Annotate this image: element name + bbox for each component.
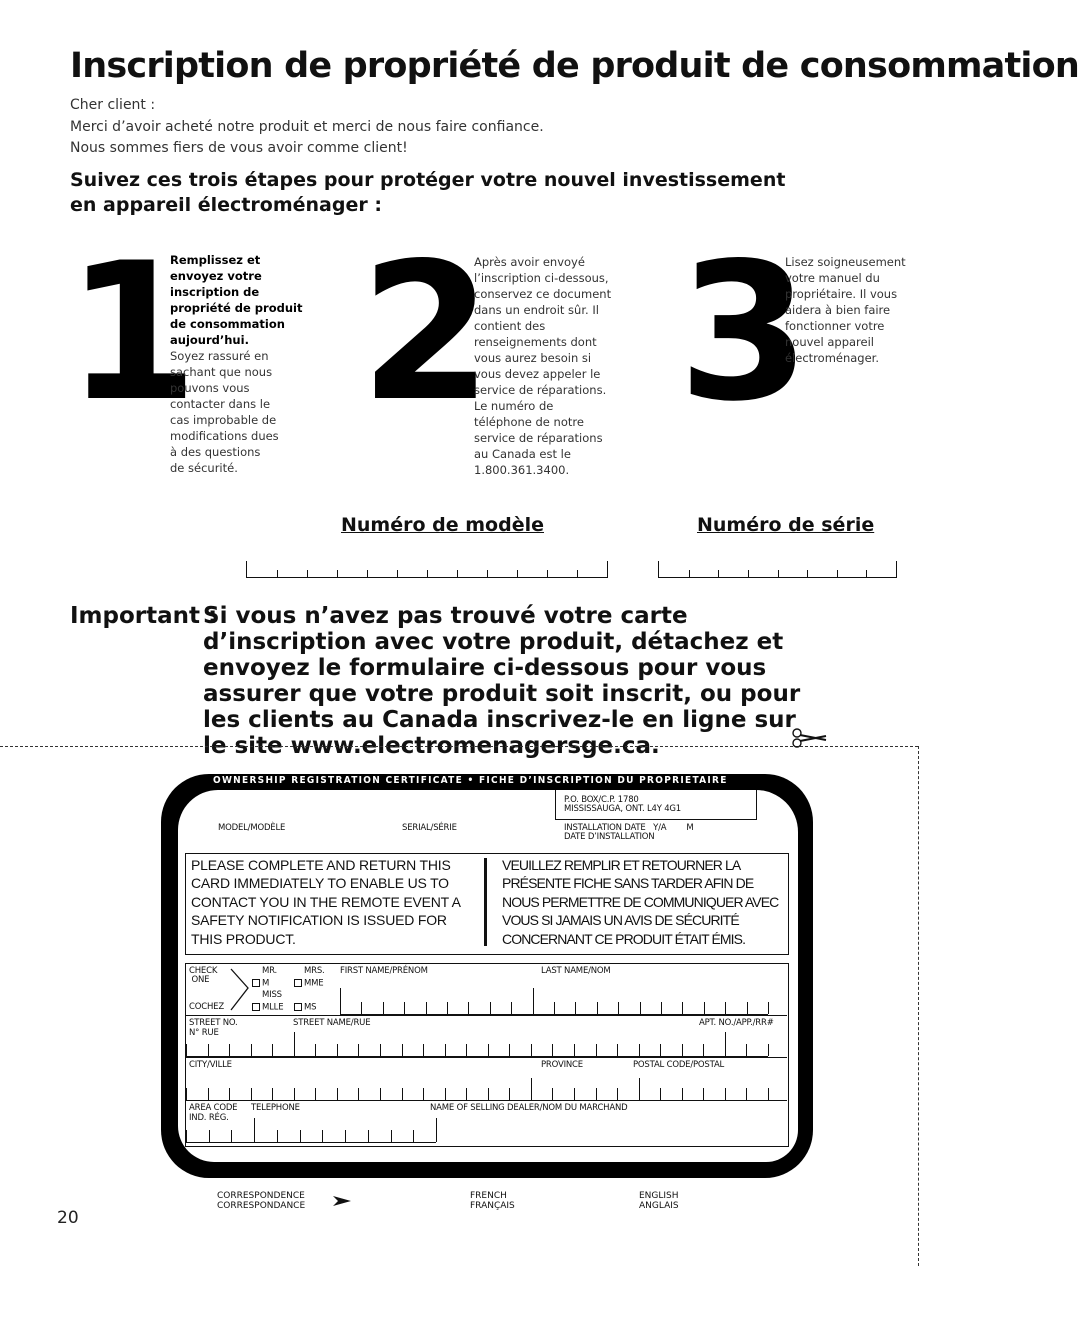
box-tick (689, 570, 690, 577)
notice-english: PLEASE COMPLETE AND RETURN THIS CARD IMMEDIATELY TO ENABLE US TO CONTACT YOU IN THE REMOTE EVENT A SAFETY NOTIFICATION IS ISSUED FOR THIS PRODUCT. (191, 857, 461, 947)
form-box-tick (488, 1088, 489, 1100)
form-box-tick (208, 1088, 209, 1100)
form-box-tick (229, 1044, 230, 1056)
title-mme-label: MME (304, 978, 324, 989)
form-box-tick (209, 1130, 210, 1142)
step-text-line: contient des (474, 319, 546, 333)
form-box-tick (368, 1130, 369, 1142)
form-box-tick (768, 1044, 769, 1056)
title-mme-option[interactable] (294, 979, 323, 989)
cochez-label: COCHEZ (189, 1002, 224, 1012)
province-label: PROVINCE (541, 1060, 583, 1070)
step-text-line: Lisez soigneusement (785, 255, 906, 269)
form-box-tick (300, 1130, 301, 1142)
form-box-tick (660, 1044, 661, 1056)
form-box-tick (380, 1088, 381, 1100)
form-box-tick (315, 1088, 316, 1100)
form-box-tick (574, 1044, 575, 1056)
english-label: ENGLISH (639, 1191, 679, 1201)
page-title: Inscription de propriété de produit de consommation (70, 46, 1079, 86)
box-tick (397, 570, 398, 577)
form-box-tick (294, 1088, 295, 1100)
form-box-tick (229, 1088, 230, 1100)
box-tick (718, 570, 719, 577)
form-box-tick (725, 1032, 726, 1056)
step-text-line: Le numéro de (474, 399, 554, 413)
form-box-tick (361, 1002, 362, 1014)
form-box-tick (380, 1044, 381, 1056)
form-box-tick (725, 1088, 726, 1100)
card-banner: OWNERSHIP REGISTRATION CERTIFICATE • FICHE D’INSCRIPTION DU PROPRIETAIRE (213, 775, 728, 786)
box-tick (337, 570, 338, 577)
form-box-tick (660, 1088, 661, 1100)
steps-heading-line: Suivez ces trois étapes pour protéger votre nouvel investissement (70, 169, 786, 191)
scissors-icon (790, 726, 830, 750)
box-tick (427, 570, 428, 577)
dealer-label: NAME OF SELLING DEALER/NOM DU MARCHAND (430, 1103, 628, 1113)
step-text-line: cas improbable de (170, 413, 277, 427)
first-name-label: FIRST NAME/PRÉNOM (340, 966, 428, 976)
box-tick (778, 570, 779, 577)
steps-heading (70, 168, 785, 218)
bracket-icon (228, 966, 252, 1014)
form-box-tick (488, 1044, 489, 1056)
form-box-tick (426, 1002, 427, 1014)
step-text-line: service de réparations (474, 431, 603, 445)
form-box-tick (337, 1088, 338, 1100)
check-one-label: CHECK ONE (189, 966, 218, 985)
form-box-tick (402, 1088, 403, 1100)
form-box-tick (768, 1088, 769, 1100)
intro-line: Nous sommes fiers de vous avoir comme client! (70, 140, 408, 156)
title-m-label: M (262, 978, 270, 989)
step-text-line: à des questions (170, 445, 261, 459)
form-box-tick (272, 1044, 273, 1056)
apt-label: APT. NO./APP./RR# (699, 1018, 774, 1028)
form-box-tick (413, 1130, 414, 1142)
city-input-boxes[interactable] (186, 1078, 768, 1101)
form-box-tick (345, 1130, 346, 1142)
form-box-tick (552, 1088, 553, 1100)
step-text-line: renseignements dont (474, 335, 597, 349)
form-box-tick (251, 1044, 252, 1056)
form-box-tick (466, 1088, 467, 1100)
form-row-divider (186, 1015, 787, 1016)
form-box-tick (445, 1088, 446, 1100)
intro-text (70, 95, 544, 160)
english-option[interactable] (639, 1191, 679, 1211)
step-text-line: aujourd’hui. (170, 333, 249, 347)
form-box-tick (533, 988, 534, 1014)
title-mlle-option[interactable] (252, 1003, 283, 1013)
french-option[interactable] (470, 1191, 515, 1211)
form-box-tick (251, 1088, 252, 1100)
title-ms-option[interactable] (294, 1003, 316, 1013)
form-box-tick (704, 1002, 705, 1014)
francais-label: FRANÇAIS (470, 1201, 515, 1211)
form-box-tick (682, 1002, 683, 1014)
title-ms-label: MS (304, 1002, 317, 1013)
important-text: Si vous n’avez pas trouvé votre carte d’inscription avec votre produit, détachez et envoyez le formulaire ci-dessous pour vous assurer que votre produit soit inscrit, ou pour les clients au Canada inscrivez-le en ligne sur le site www.electromenagersge.ca. (203, 603, 801, 759)
step-text-line: nouvel appareil (785, 335, 874, 349)
form-box-tick (703, 1044, 704, 1056)
serial-number-label: Numéro de série (697, 514, 875, 536)
step-text-line: inscription de (170, 285, 260, 299)
form-box-tick (574, 1088, 575, 1100)
form-box-tick (337, 1044, 338, 1056)
correspondence-en: CORRESPONDENCE (217, 1191, 305, 1201)
step-text-line: dans un endroit sûr. Il (474, 303, 599, 317)
form-box-tick (596, 1088, 597, 1100)
step-text-line: vous devez appeler le (474, 367, 601, 381)
step-3-number: 3 (678, 222, 801, 443)
form-box-tick (682, 1044, 683, 1056)
form-box-tick (639, 1078, 640, 1100)
step-text-line: 1.800.361.3400. (474, 463, 570, 477)
form-box-tick (661, 1002, 662, 1014)
telephone-label: TELEPHONE (251, 1103, 300, 1113)
step-text-line: Soyez rassuré en (170, 349, 269, 363)
step-2-number: 2 (360, 222, 483, 443)
form-box-tick (186, 1044, 187, 1056)
box-tick (307, 570, 308, 577)
form-box-tick (509, 1044, 510, 1056)
form-box-tick (231, 1130, 232, 1142)
form-box-tick (402, 1044, 403, 1056)
step-text-line: téléphone de notre (474, 415, 584, 429)
form-box-tick (509, 1088, 510, 1100)
title-mlle-label: MLLE (262, 1002, 284, 1013)
arrow-right-icon (333, 1196, 351, 1206)
box-tick (807, 570, 808, 577)
step-3-text (785, 254, 925, 366)
form-box-tick (596, 1044, 597, 1056)
step-text-line: fonctionner votre (785, 319, 885, 333)
box-tick (367, 570, 368, 577)
miss-label: MISS (262, 990, 282, 1000)
step-2-text (474, 254, 634, 478)
form-box-tick (186, 1130, 187, 1142)
step-text-line: Remplissez et (170, 253, 261, 267)
step-text-line: votre manuel du (785, 271, 880, 285)
form-box-tick (468, 1002, 469, 1014)
step-text-line: propriétaire. Il vous (785, 287, 898, 301)
step-text-line: modifications dues (170, 429, 279, 443)
form-box-tick (552, 1044, 553, 1056)
area-code-label: AREA CODE (189, 1103, 238, 1113)
box-tick (866, 570, 867, 577)
street-name-label: STREET NAME/RUE (293, 1018, 371, 1028)
step-text-line: propriété de produit (170, 301, 303, 315)
form-box-tick (272, 1088, 273, 1100)
city-label: CITY/VILLE (189, 1060, 232, 1070)
step-1-number: 1 (66, 222, 189, 443)
form-box-tick (618, 1002, 619, 1014)
form-row-divider (186, 1100, 787, 1101)
step-text-line: électroménager. (785, 351, 880, 365)
step-text-line: envoyez votre (170, 269, 262, 283)
step-text-line: de sécurité. (170, 461, 238, 475)
form-box-tick (340, 988, 341, 1014)
box-tick (517, 570, 518, 577)
form-box-tick (554, 1002, 555, 1014)
form-box-tick (703, 1088, 704, 1100)
form-box-tick (277, 1130, 278, 1142)
form-box-tick (746, 1044, 747, 1056)
form-box-tick (447, 1002, 448, 1014)
box-tick (837, 570, 838, 577)
form-box-tick (639, 1044, 640, 1056)
form-box-tick (490, 1002, 491, 1014)
card-serial-label: SERIAL/SÉRIE (402, 823, 457, 833)
notice-divider (484, 858, 487, 946)
form-box-tick (617, 1044, 618, 1056)
postal-code-label: POSTAL CODE/POSTAL (633, 1060, 725, 1070)
step-text-line: de consommation (170, 317, 285, 331)
form-box-tick (423, 1044, 424, 1056)
address-line: MISSISSAUGA, ONT. L4Y 4G1 (564, 804, 682, 814)
step-text-line: au Canada est le (474, 447, 571, 461)
mr-label: MR. (262, 966, 278, 976)
form-box-tick (315, 1044, 316, 1056)
form-box-tick (383, 1002, 384, 1014)
step-text-line: service de réparations. (474, 383, 607, 397)
cut-line-vertical (918, 746, 919, 1266)
form-box-tick (746, 1088, 747, 1100)
step-text-line: conservez ce document (474, 287, 612, 301)
form-box-tick (436, 1118, 437, 1142)
anglais-label: ANGLAIS (639, 1201, 679, 1211)
install-date-label-fr: DATE D’INSTALLATION (564, 832, 655, 842)
form-box-tick (640, 1002, 641, 1014)
form-box-tick (768, 1002, 769, 1014)
serial-number-boxes[interactable] (658, 561, 897, 578)
step-text-line: l’inscription ci-dessous, (474, 271, 609, 285)
notice-french: VEUILLEZ REMPLIR ET RETOURNER LA PRÉSENTE FICHE SANS TARDER AFIN DE NOUS PERMETTRE DE COMMUNIQUER AVEC VOUS SI JAMAIS UN AVIS DE SÉCURITÉ CONCERNANT CE PRODUIT ÉTAIT ÉMIS. (502, 857, 779, 947)
form-box-tick (597, 1002, 598, 1014)
checkbox-mme[interactable] (294, 979, 302, 987)
page-number: 20 (57, 1208, 79, 1228)
checkbox-ms[interactable] (294, 1003, 302, 1011)
install-date-label: INSTALLATION DATE Y/A M (564, 823, 694, 833)
title-m-option[interactable] (252, 979, 269, 989)
ind-reg-label: IND. RÉG. (189, 1113, 229, 1123)
box-tick (577, 570, 578, 577)
form-box-tick (404, 1002, 405, 1014)
form-box-tick (747, 1002, 748, 1014)
box-tick (457, 570, 458, 577)
form-box-tick (322, 1130, 323, 1142)
correspondence-fr: CORRESPONDANCE (217, 1201, 306, 1211)
no-rue-label: N° RUE (189, 1028, 219, 1038)
form-box-tick (445, 1044, 446, 1056)
form-row-divider (186, 1057, 787, 1058)
correspondence-label (217, 1191, 305, 1211)
form-box-tick (531, 1078, 532, 1100)
card-model-label: MODEL/MODÈLE (218, 823, 286, 833)
step-text-line: contacter dans le (170, 397, 271, 411)
form-box-tick (358, 1088, 359, 1100)
checkbox-mlle[interactable] (252, 1003, 260, 1011)
steps-heading-line: en appareil électroménager : (70, 194, 382, 216)
last-name-label: LAST NAME/NOM (541, 966, 611, 976)
cut-line (0, 746, 918, 747)
french-label: FRENCH (470, 1191, 507, 1201)
box-tick (277, 570, 278, 577)
form-box-tick (725, 1002, 726, 1014)
form-box-tick (208, 1044, 209, 1056)
form-box-tick (511, 1002, 512, 1014)
step-text-line: aidera à bien faire (785, 303, 891, 317)
intro-line: Merci d’avoir acheté notre produit et merci de nous faire confiance. (70, 118, 544, 135)
form-box-tick (294, 1032, 295, 1056)
address-line: P.O. BOX/C.P. 1780 (564, 795, 639, 805)
form-box-tick (391, 1130, 392, 1142)
street-input-boxes[interactable] (186, 1032, 768, 1057)
form-box-tick (254, 1118, 255, 1142)
form-box-tick (423, 1088, 424, 1100)
box-tick (748, 570, 749, 577)
form-box-tick (617, 1088, 618, 1100)
form-box-tick (531, 1044, 532, 1056)
checkbox-m[interactable] (252, 979, 260, 987)
step-text-line: pouvons vous (170, 381, 250, 395)
model-number-label: Numéro de modèle (341, 514, 544, 536)
form-box-tick (575, 1002, 576, 1014)
street-no-label: STREET NO. (189, 1018, 238, 1028)
form-box-tick (358, 1044, 359, 1056)
phone-input-boxes[interactable] (186, 1118, 436, 1143)
form-box-tick (466, 1044, 467, 1056)
important-label: Important : (70, 603, 218, 629)
step-text-line: sachant que nous (170, 365, 273, 379)
box-tick (547, 570, 548, 577)
form-box-tick (186, 1088, 187, 1100)
box-tick (487, 570, 488, 577)
model-number-boxes[interactable] (246, 561, 608, 578)
name-input-boxes[interactable] (340, 988, 768, 1015)
step-text-line: Après avoir envoyé (474, 255, 585, 269)
step-1-text (170, 252, 310, 476)
form-box-tick (682, 1088, 683, 1100)
intro-line: Cher client : (70, 97, 156, 113)
step-text-line: vous aurez besoin si (474, 351, 592, 365)
mrs-label: MRS. (304, 966, 325, 976)
